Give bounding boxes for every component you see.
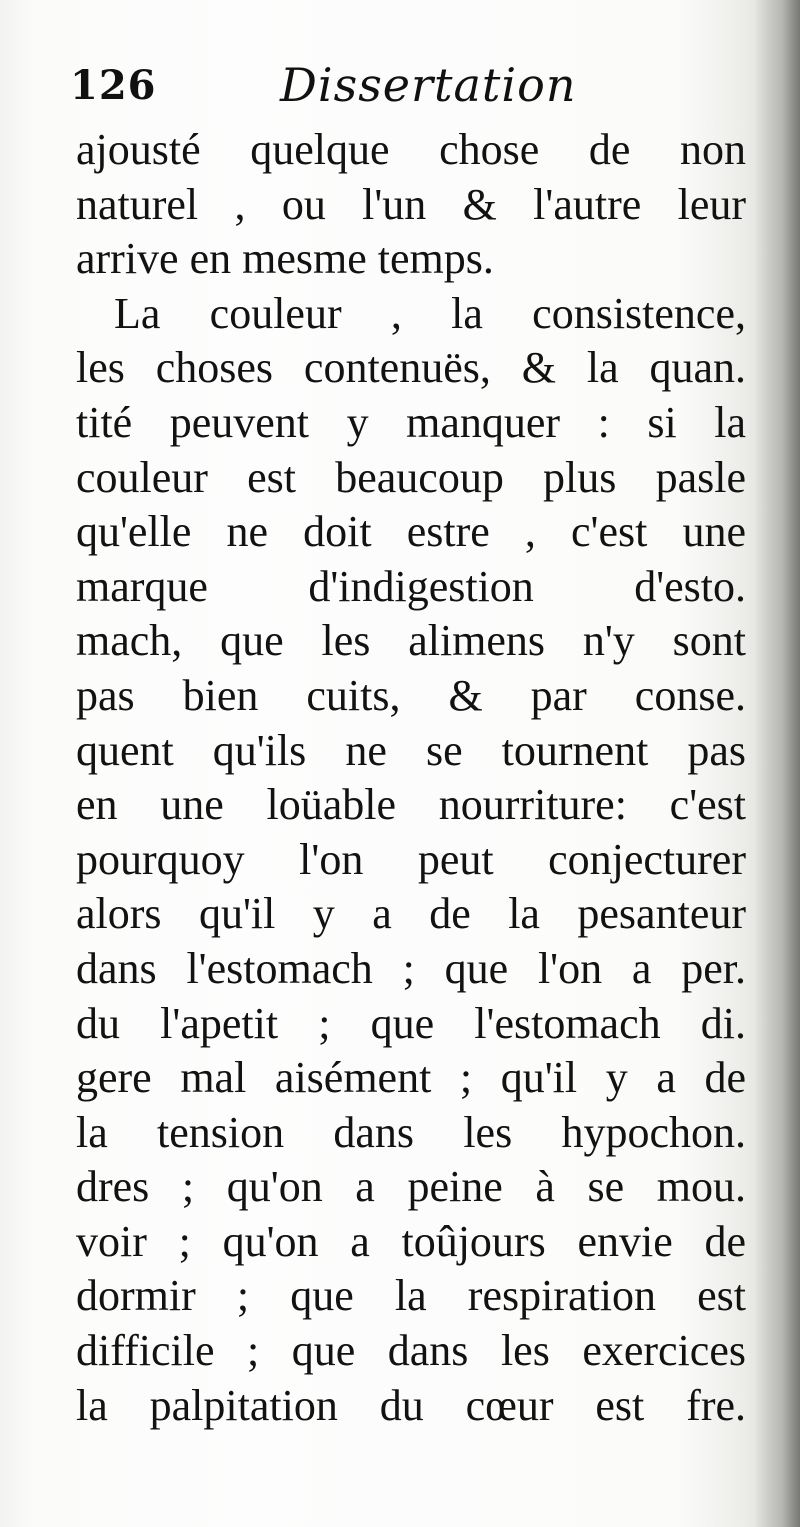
page-header [70,58,750,122]
text-line: la palpitation du cœur est fre. [76,1380,746,1430]
text-line: alors qu'il y a de la pesanteur [76,889,746,939]
text-body [76,123,746,1433]
text-line: dormir ; que la respiration est [76,1271,746,1321]
text-line: les choses contenuës, & la quan. [76,343,746,393]
text-line: pourquoy l'on peut conjecturer [76,834,746,884]
text-line: difficile ; que dans les exercices [76,1326,746,1376]
text-line: La couleur , la consistence, [114,288,746,338]
text-line: en une loüable nourriture: c'est [76,780,746,830]
text-line: la tension dans les hypochon. [76,1107,746,1157]
text-line: marque d'indigestion d'esto. [76,561,746,611]
text-line: tité peuvent y manquer : si la [76,397,746,447]
text-line: voir ; qu'on a toûjours envie de [76,1216,746,1266]
text-line: gere mal aisément ; qu'il y a de [76,1053,746,1103]
text-line: dres ; qu'on a peine à se mou. [76,1162,746,1212]
text-line: dans l'estomach ; que l'on a per. [76,943,746,993]
text-line: pas bien cuits, & par conse. [76,670,746,720]
text-line: mach, que les alimens n'y sont [76,616,746,666]
text-line: qu'elle ne doit estre , c'est une [76,507,746,557]
page-edge-shadow [754,0,800,1527]
text-line: naturel , ou l'un & l'autre leur [76,179,746,229]
text-line: couleur est beaucoup plus pasle [76,452,746,502]
page-number: 126 [70,62,157,109]
text-line: arrive en mesme temps. [76,234,494,284]
text-line: ajousté quelque chose de non [76,125,746,174]
text-line: du l'apetit ; que l'estomach di. [76,998,746,1048]
text-line: quent qu'ils ne se tournent pas [76,725,746,775]
running-title: Dissertation [280,58,577,112]
